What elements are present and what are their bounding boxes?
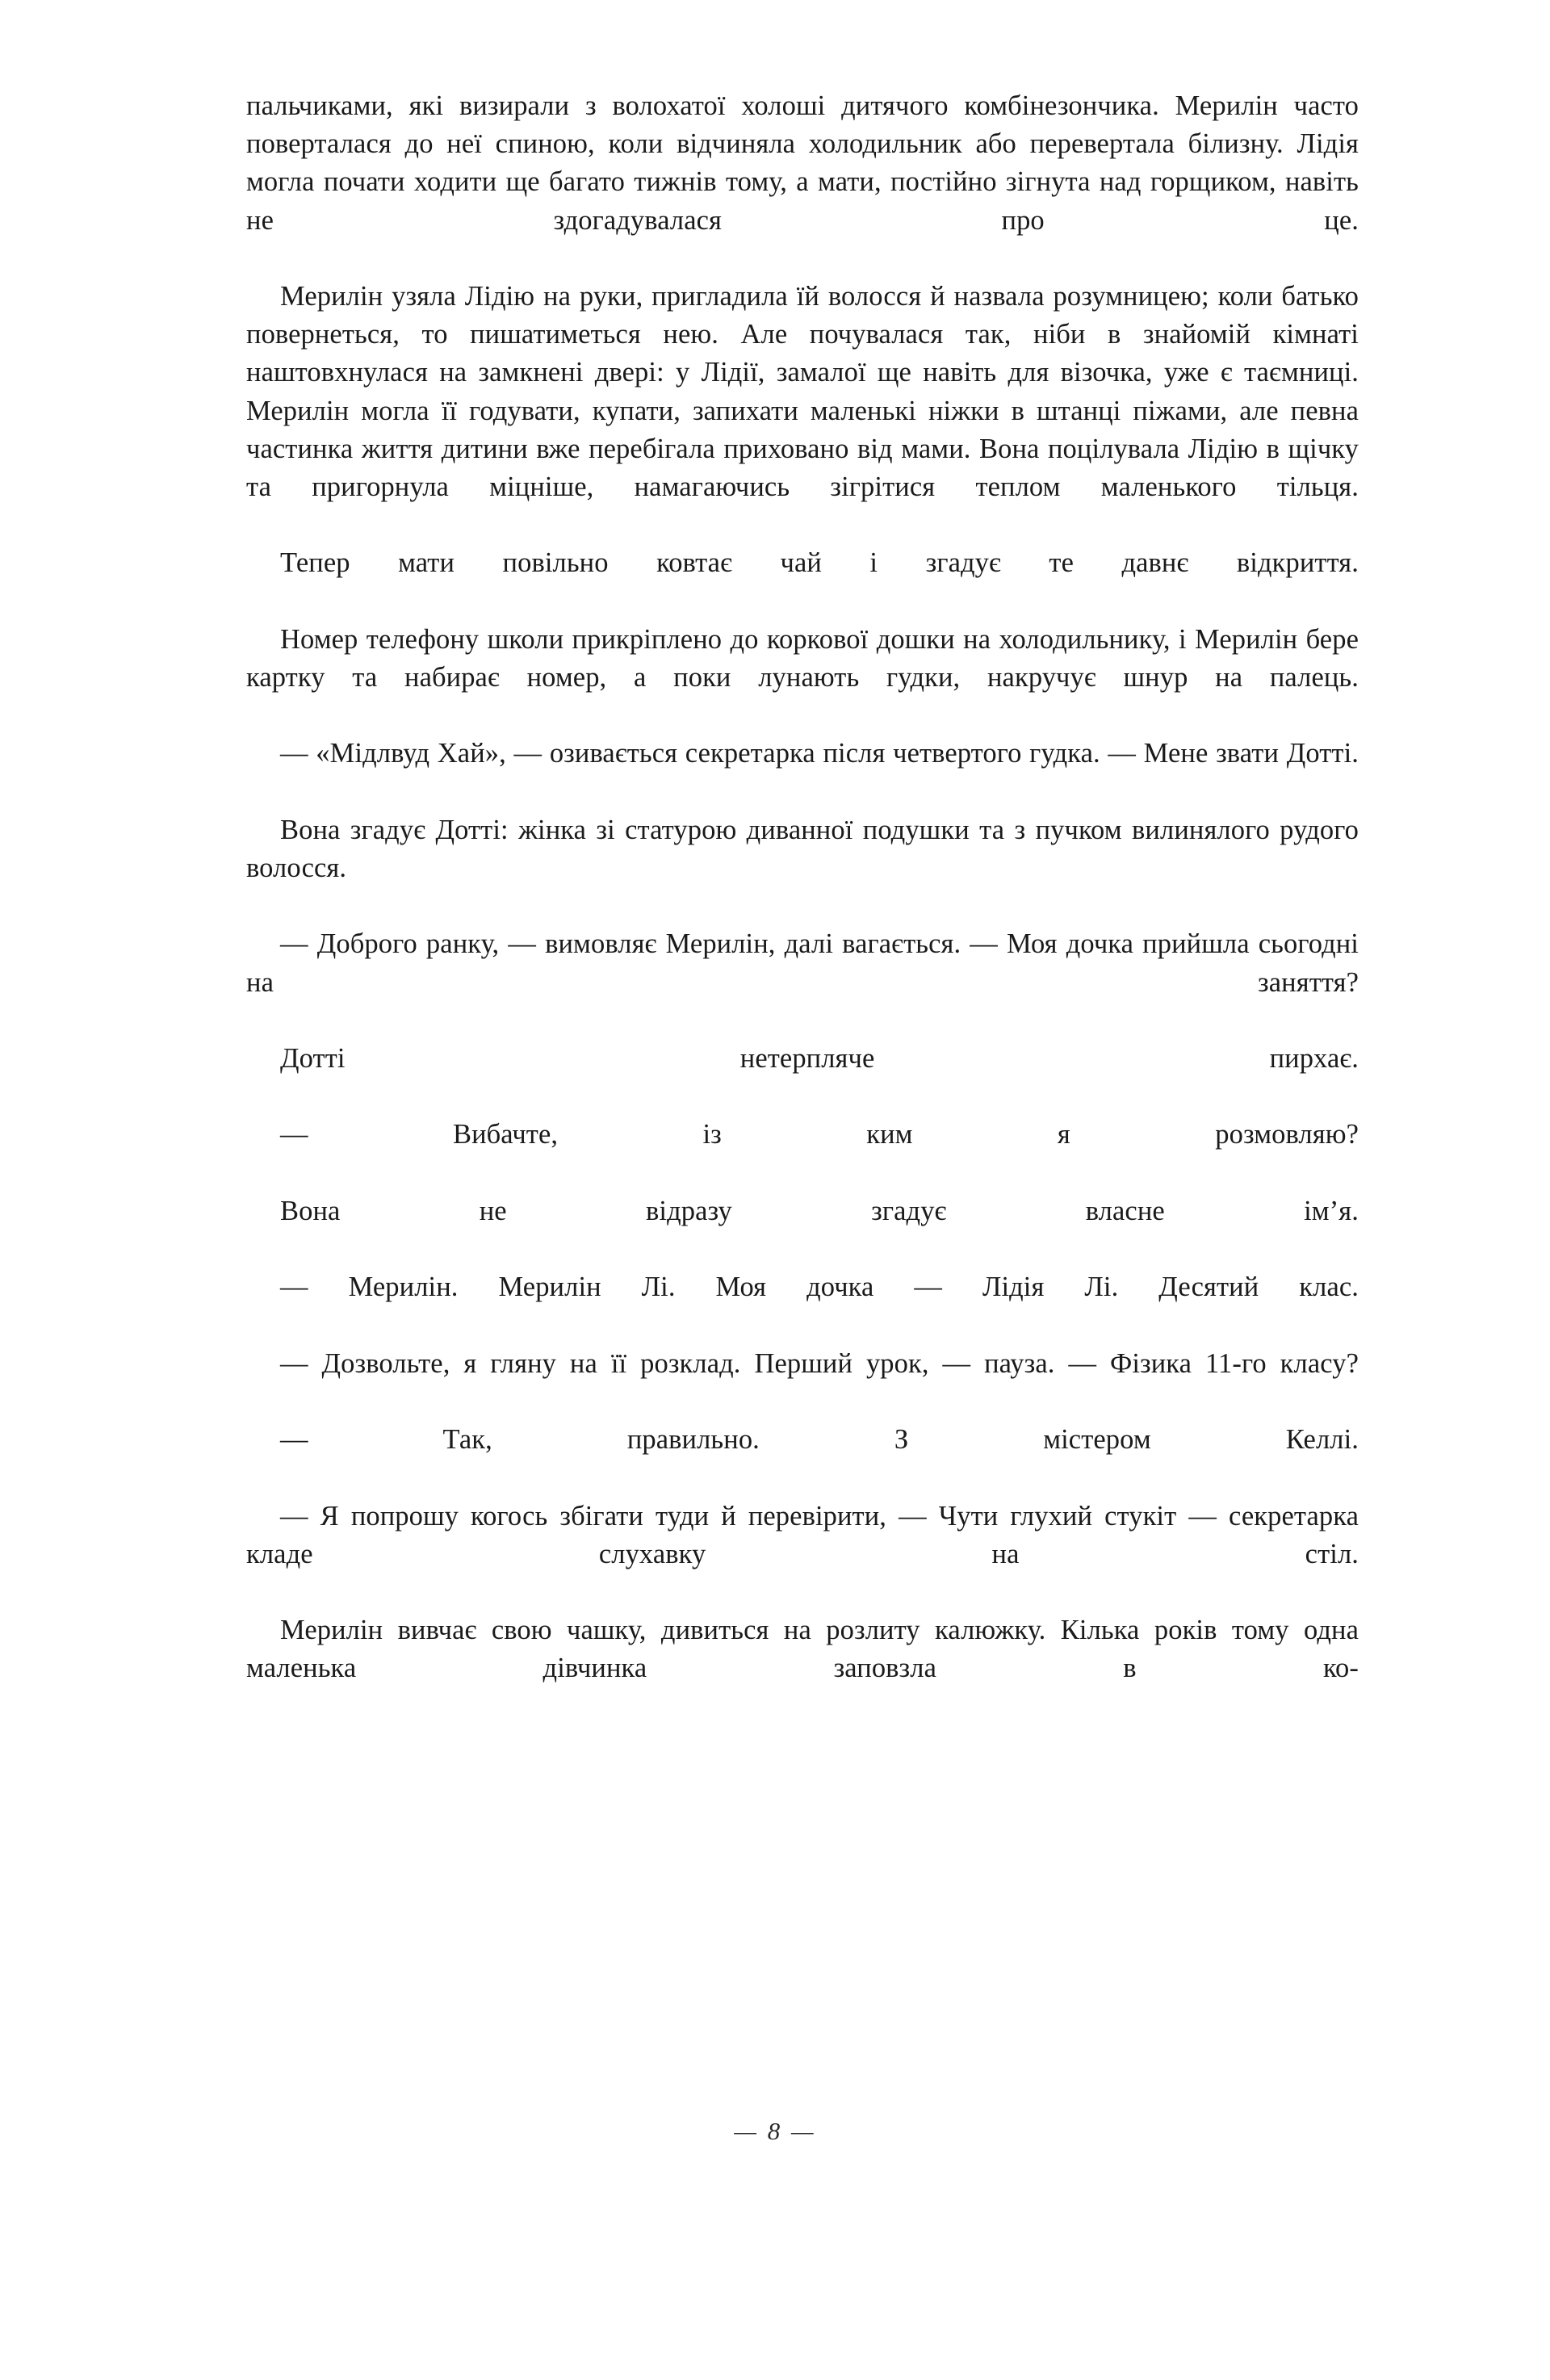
paragraph: Мерилін узяла Лідію на руки, пригладила їй волосся й назвала розумницею; коли батько повернеться, то пишатиметься нею. Але почувалася так, ніби в знайомій кімнаті наштовхнулася на замкнені двері: у Лідії, замалої ще навіть для візочка, уже є таємниці. Мерилін могла її годувати, купати, запихати маленькі ніжки в штанці піжами, але певна частинка життя дитини вже перебігала приховано від мами. Вона поцілувала Лідію в щічку та пригорнула міцніше, намагаючись зігрітися теплом маленького тільця. [246, 281, 1359, 503]
paragraph: Тепер мати повільно ковтає чай і згадує те давнє відкриття. [280, 547, 1359, 579]
paragraph: — «Мідлвуд Хай», — озивається секретарка після четвертого гудка. — Мене звати Дотті. [280, 738, 1359, 769]
paragraph: пальчиками, які визирали з волохатої холоші дитячого комбінезончика. Мерилін часто поверталася до неї спиною, коли відчиняла холодильник або перевертала білизну. Лідія могла почати ходити ще багато тижнів тому, а мати, постійно зігнута над горщиком, навіть не здогадувалася про це. [246, 90, 1359, 236]
paragraph: — Дозвольте, я гляну на її розклад. Перший урок, — пауза. — Фізика 11-го класу? [280, 1347, 1359, 1379]
page-number: — 8 — [734, 2117, 816, 2145]
paragraph: Мерилін вивчає свою чашку, дивиться на розлиту калюжку. Кілька років тому одна маленька дівчинка заповзла в ко- [246, 1615, 1359, 1684]
paragraph: — Вибачте, із ким я розмовляю? [280, 1119, 1359, 1150]
paragraph: — Так, правильно. З містером Келлі. [280, 1424, 1359, 1456]
body-text-block [246, 87, 1359, 1726]
paragraph: — Я попрошу когось збігати туди й перевірити, — Чути глухий стукіт — секретарка кладе слухавку на стіл. [246, 1500, 1359, 1569]
paragraph: Вона не відразу згадує власне ім’я. [280, 1195, 1359, 1226]
paragraph: — Доброго ранку, — вимовляє Мерилін, далі вагається. — Моя дочка прийшла сьогодні на заняття? [246, 928, 1359, 998]
paragraph: — Мерилін. Мерилін Лі. Моя дочка — Лідія Лі. Десятий клас. [280, 1272, 1359, 1303]
paragraph: Вона згадує Дотті: жінка зі статурою диванної подушки та з пучком вилинялого рудого волосся. [246, 814, 1359, 884]
paragraph: Дотті нетерпляче пирхає. [280, 1043, 1359, 1075]
paragraph: Номер телефону школи прикріплено до коркової дошки на холодильнику, і Мерилін бере картку та набирає номер, а поки лунають гудки, накручує шнур на палець. [246, 623, 1359, 693]
